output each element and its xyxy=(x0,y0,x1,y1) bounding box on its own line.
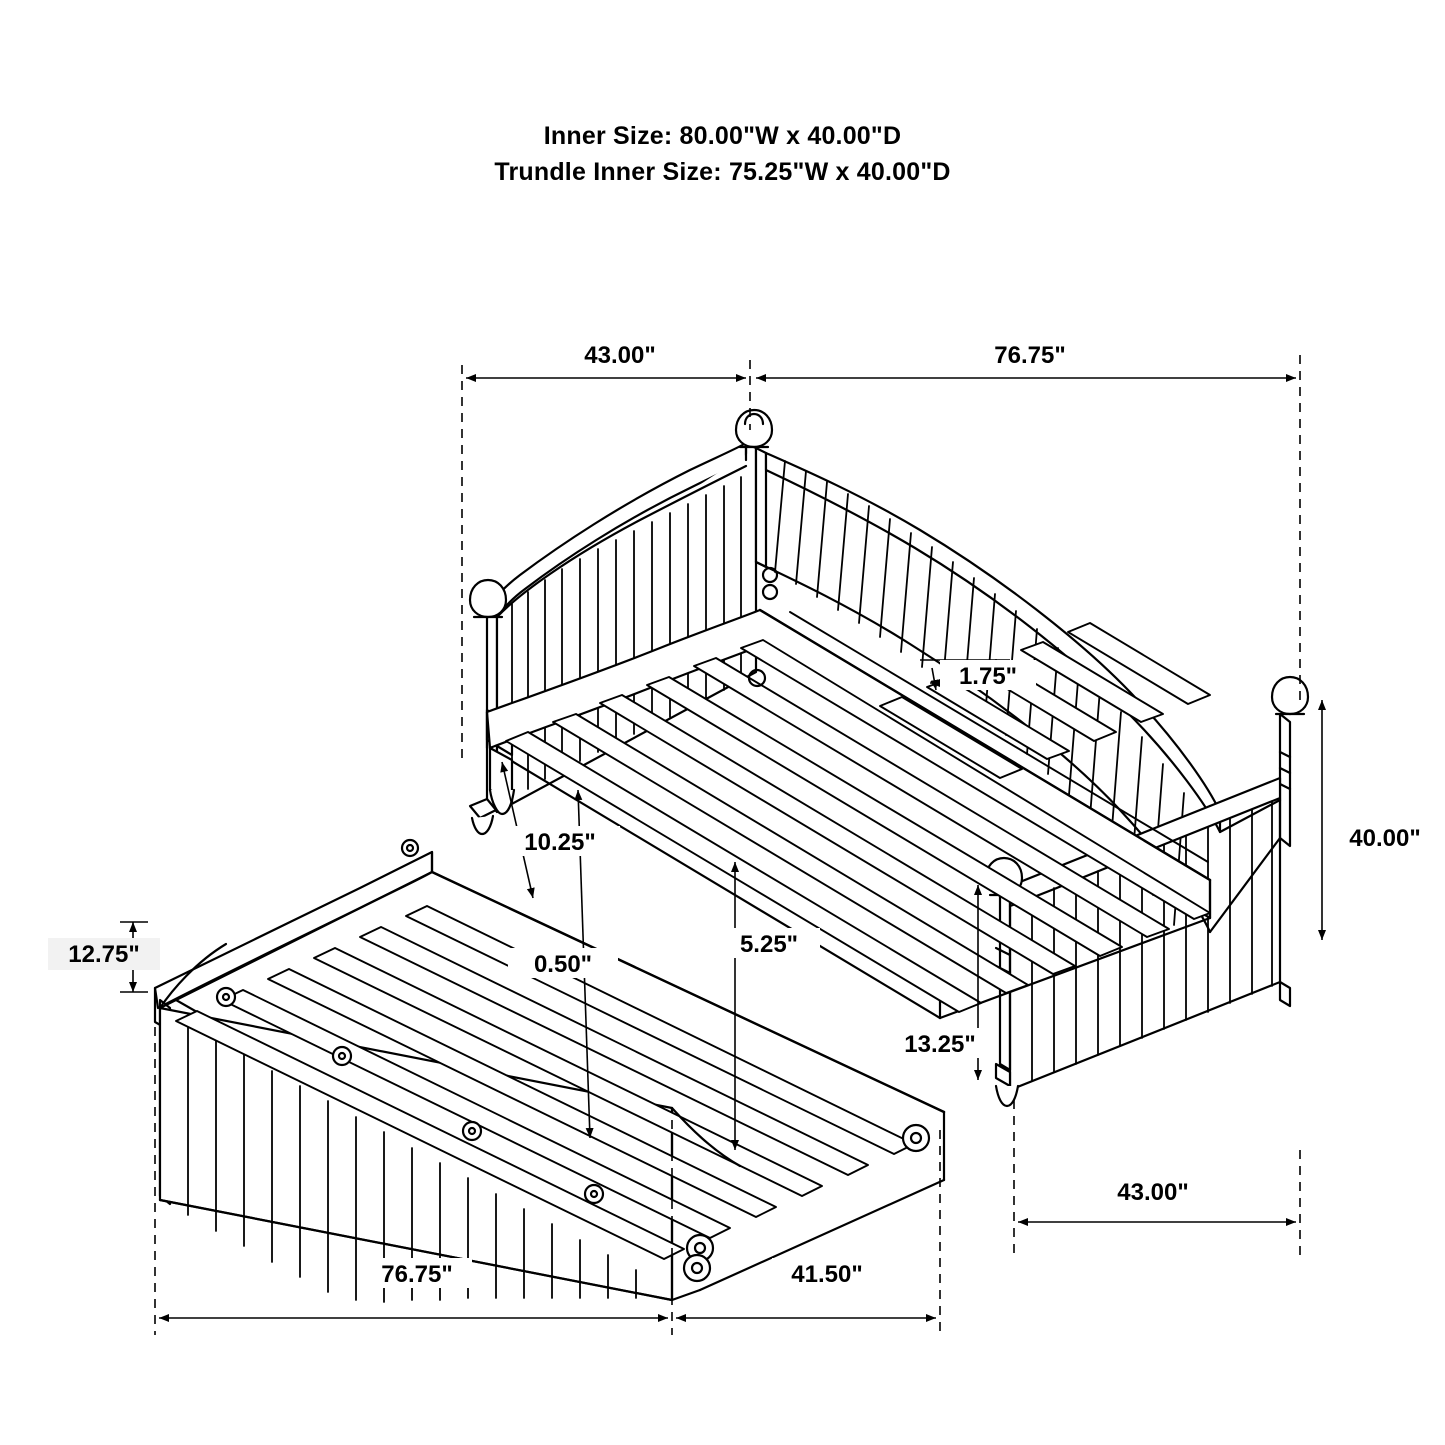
dim-trundle-height-label: 12.75" xyxy=(68,941,140,968)
inner-size-text: Inner Size: 80.00"W x 40.00"D xyxy=(543,122,902,150)
trundle-inner-size-text: Trundle Inner Size: 75.25"W x 40.00"D xyxy=(494,158,951,186)
dim-right-height-label: 40.00" xyxy=(1349,825,1421,852)
dim-slat-thickness-label: 1.75" xyxy=(958,663,1018,690)
dim-top-right-label: 76.75" xyxy=(994,342,1066,369)
dim-top-left-label: 43.00" xyxy=(584,342,656,369)
dim-bottom-right-depth-label: 43.00" xyxy=(1117,1179,1189,1206)
dim-side-rail-height-label: 13.25" xyxy=(904,1031,976,1058)
dim-bottom-left-span-label: 76.75" xyxy=(381,1261,453,1288)
spec-header xyxy=(0,118,1445,190)
dim-trundle-clearance-label: 10.25" xyxy=(524,829,596,856)
dim-deck-height-label: 5.25" xyxy=(739,931,799,958)
daybed-frame xyxy=(155,410,1308,1307)
dim-bottom-mid-span-label: 41.50" xyxy=(791,1261,863,1288)
dim-gap-label: 0.50" xyxy=(533,951,593,978)
